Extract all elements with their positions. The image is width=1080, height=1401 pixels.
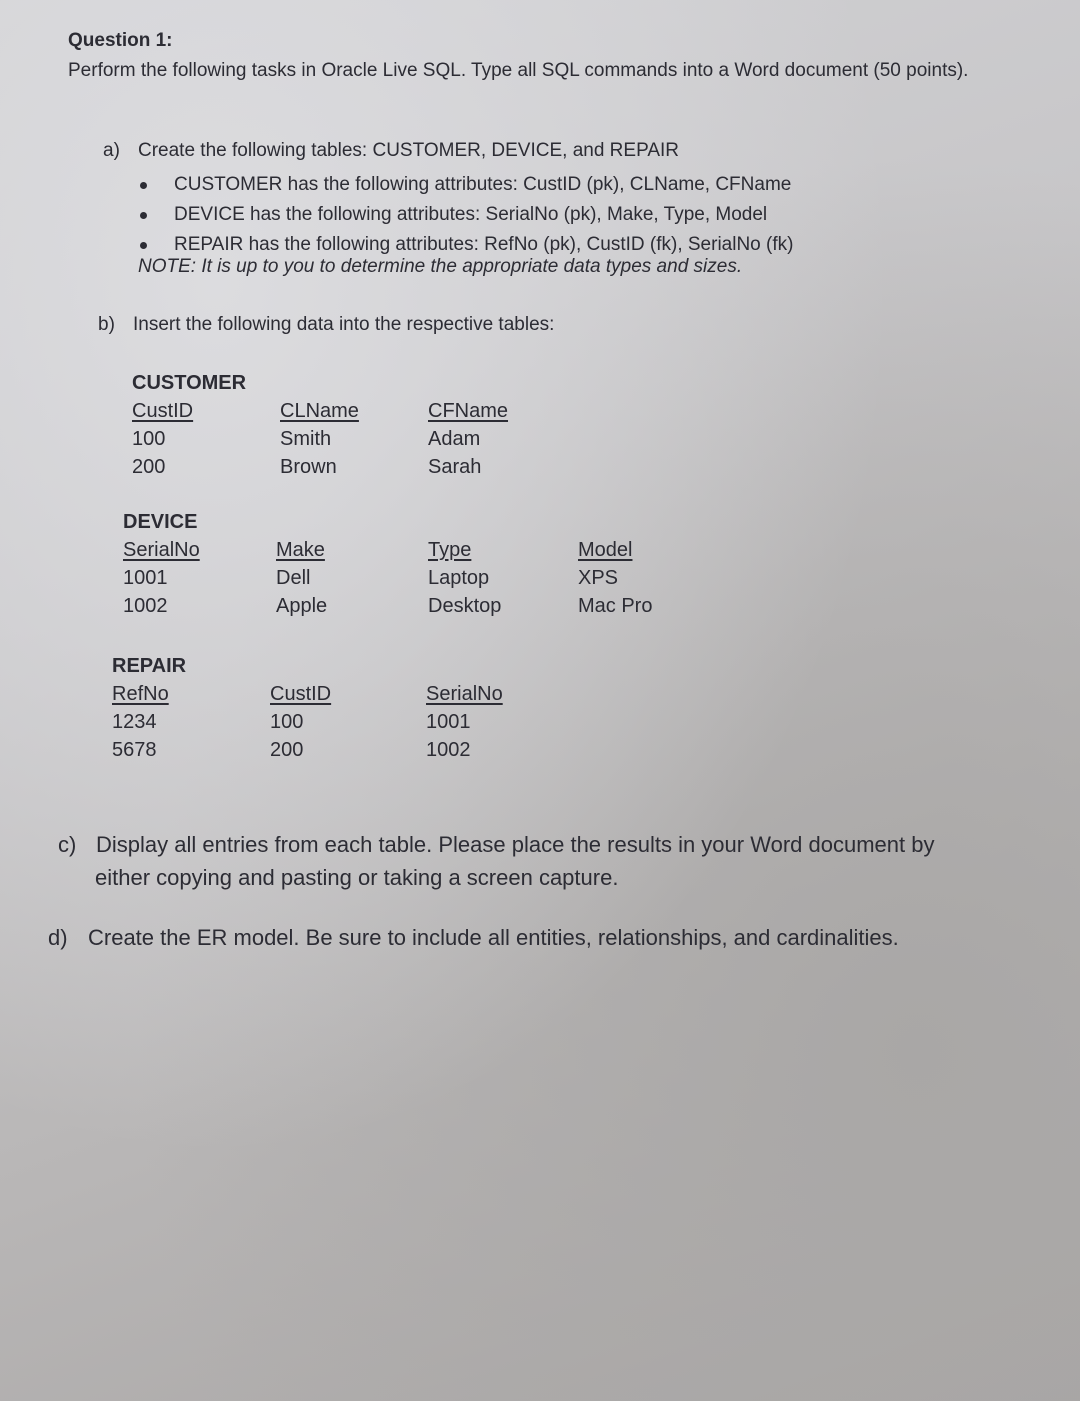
- table-cell: 100: [132, 428, 166, 450]
- attribute-list: [140, 170, 793, 260]
- section-a-marker: a): [103, 140, 120, 161]
- bullet-icon: [140, 242, 147, 249]
- section-d-text: Create the ER model. Be sure to include all entities, relationships, and cardinalities.: [88, 925, 899, 950]
- table-row: [132, 456, 482, 484]
- section-c-marker: c): [58, 832, 77, 857]
- section-d-marker: d): [48, 925, 68, 950]
- section-b-heading: [98, 314, 554, 336]
- bullet-icon: [140, 182, 147, 189]
- table-cell: Laptop: [428, 567, 490, 589]
- note-text: NOTE: It is up to you to determine the appropriate data types and sizes.: [138, 256, 743, 277]
- section-c: [58, 828, 1058, 894]
- table-cell: Brown: [280, 456, 337, 478]
- section-a-text: Create the following tables: CUSTOMER, DEVICE, and REPAIR: [138, 140, 680, 161]
- repair-table: [112, 655, 503, 767]
- section-d: [48, 925, 899, 951]
- table-cell: Dell: [276, 567, 311, 589]
- table-cell: 1001: [426, 711, 471, 733]
- table-name: CUSTOMER: [132, 372, 247, 394]
- column-header: Model: [578, 539, 633, 561]
- table-cell: 1002: [123, 595, 168, 617]
- bullet-icon: [140, 212, 147, 219]
- list-item: [140, 200, 793, 230]
- table-name: DEVICE: [123, 511, 198, 533]
- table-cell: Sarah: [428, 456, 482, 478]
- table-cell: 100: [270, 711, 304, 733]
- list-item-text: DEVICE has the following attributes: SerialNo (pk), Make, Type, Model: [174, 204, 768, 225]
- table-cell: 200: [270, 739, 304, 761]
- table-row: [123, 595, 653, 623]
- section-b-marker: b): [98, 314, 115, 335]
- section-a-heading: [103, 140, 679, 162]
- list-item: [140, 170, 793, 200]
- section-b-text: Insert the following data into the respective tables:: [133, 314, 555, 335]
- column-header: RefNo: [112, 683, 169, 705]
- section-c-text: Display all entries from each table. Please place the results in your Word document by: [96, 832, 935, 857]
- column-header: CustID: [270, 683, 332, 705]
- column-header: CLName: [280, 400, 359, 422]
- customer-table: [132, 372, 509, 484]
- table-cell: Mac Pro: [578, 595, 653, 617]
- table-cell: 200: [132, 456, 166, 478]
- table-cell: 1234: [112, 711, 157, 733]
- table-name: REPAIR: [112, 655, 187, 677]
- question-intro: Perform the following tasks in Oracle Live SQL. Type all SQL commands into a Word document (50 points).: [68, 60, 969, 81]
- table-cell: 1001: [123, 567, 168, 589]
- table-cell: XPS: [578, 567, 619, 589]
- table-row: [123, 567, 619, 595]
- table-cell: Apple: [276, 595, 328, 617]
- question-title: Question 1:: [68, 30, 173, 51]
- table-header-row: [132, 400, 509, 428]
- table-row: [112, 711, 471, 739]
- list-item-text: REPAIR has the following attributes: RefNo (pk), CustID (fk), SerialNo (fk): [174, 234, 794, 255]
- table-cell: Adam: [428, 428, 481, 450]
- table-row: [132, 428, 481, 456]
- section-c-line: [58, 828, 1058, 861]
- table-cell: 5678: [112, 739, 157, 761]
- table-row: [112, 739, 471, 767]
- table-cell: Desktop: [428, 595, 502, 617]
- table-header-row: [123, 539, 633, 567]
- device-table: [123, 511, 653, 623]
- section-c-text-continued: either copying and pasting or taking a screen capture.: [95, 865, 619, 890]
- column-header: Type: [428, 539, 472, 561]
- column-header: CustID: [132, 400, 194, 422]
- column-header: CFName: [428, 400, 509, 422]
- column-header: SerialNo: [426, 683, 503, 705]
- list-item-text: CUSTOMER has the following attributes: CustID (pk), CLName, CFName: [174, 174, 792, 195]
- column-header: SerialNo: [123, 539, 200, 561]
- column-header: Make: [276, 539, 325, 561]
- table-cell: Smith: [280, 428, 332, 450]
- table-cell: 1002: [426, 739, 471, 761]
- table-header-row: [112, 683, 503, 711]
